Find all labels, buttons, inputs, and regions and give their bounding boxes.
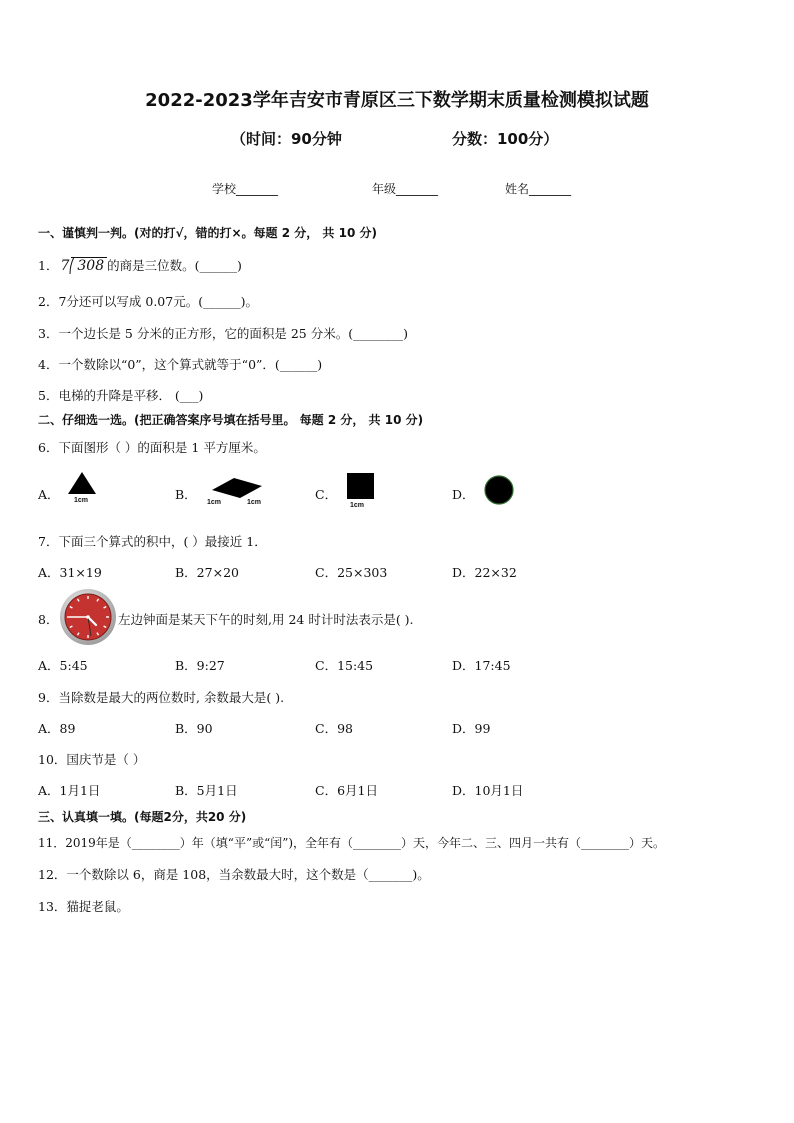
q10-option-c: C．6月1日 (315, 783, 378, 798)
name-field: 姓名_______ (505, 182, 572, 196)
question-7: 7．下面三个算式的积中，( ）最接近 1． (38, 534, 267, 549)
q8-option-c: C．15:45 (315, 658, 374, 673)
q9-option-b: B．90 (175, 721, 213, 736)
clock-icon (58, 588, 118, 646)
circle-icon (483, 474, 515, 506)
question-5: 5．电梯的升降是平移． (___) (38, 388, 204, 403)
q10-option-b: B．5月1日 (175, 783, 238, 798)
q7-option-b: B．27×20 (175, 565, 239, 580)
square-icon (346, 472, 376, 500)
score-label: 分数：100分） (452, 130, 559, 148)
q8-option-b: B．9:27 (175, 658, 225, 673)
q9-option-d: D．99 (452, 721, 491, 736)
question-13: 13．猫捉老鼠。 (38, 899, 129, 914)
triangle-icon (66, 470, 98, 496)
q6-option-c-label: C． (315, 487, 338, 502)
question-3: 3．一个边长是 5 分米的正方形，它的面积是 25 分米。(________) (38, 326, 408, 341)
question-1-text: 的商是三位数。(______) (107, 258, 242, 273)
question-12: 12．一个数除以 6，商是 108，当余数最大时，这个数是（_______)。 (38, 867, 430, 882)
question-9: 9．当除数是最大的两位数时, 余数最大是( ). (38, 690, 285, 705)
triangle-unit-label: 1cm (74, 497, 89, 504)
division-dividend: 308 (77, 258, 105, 274)
q10-option-a: A．1月1日 (38, 783, 101, 798)
question-11: 11．2019年是（________）年（填“平”或“闰”)，全年有（________）天，今年二、三、四月一共有（________）天。 (38, 836, 666, 850)
q8-option-a: A．5:45 (38, 658, 88, 673)
question-10: 10．国庆节是（ ） (38, 752, 146, 767)
q9-option-c: C．98 (315, 721, 353, 736)
q6-option-a-label: A． (38, 487, 60, 502)
division-bracket-icon (69, 257, 75, 274)
question-1-number: 1． (38, 258, 59, 273)
q9-option-a: A．89 (38, 721, 76, 736)
q7-option-a: A．31×19 (38, 565, 102, 580)
division-expression (58, 257, 107, 274)
question-4: 4．一个数除以“0”，这个算式就等于“0”．(______) (38, 357, 323, 372)
section-heading-1: 一、谨慎判一判。(对的打√，错的打×。每题 2 分， 共 10 分) (38, 226, 377, 240)
section-heading-3: 三、认真填一填。(每题2分，共20 分) (38, 810, 247, 824)
rhombus-unit-label-right: 1cm (247, 499, 262, 506)
grade-field: 年级_______ (372, 182, 439, 196)
question-8-number: 8． (38, 612, 59, 627)
time-label: （时间：90分钟 (231, 130, 342, 148)
q8-option-d: D．17:45 (452, 658, 511, 673)
q7-option-c: C．25×303 (315, 565, 388, 580)
square-unit-label: 1cm (350, 502, 365, 509)
section-heading-2: 二、仔细选一选。(把正确答案序号填在括号里。 每题 2 分， 共 10 分) (38, 413, 424, 427)
division-divisor: 7 (60, 258, 70, 274)
question-6: 6．下面图形（ ）的面积是 1 平方厘米。 (38, 440, 266, 455)
question-8-text: 左边钟面是某天下午的时刻,用 24 时计时法表示是( ). (118, 612, 414, 627)
q10-option-d: D．10月1日 (452, 783, 524, 798)
q6-option-d-label: D． (452, 487, 475, 502)
rhombus-unit-label-left: 1cm (207, 499, 222, 506)
rhombus-icon (208, 476, 266, 500)
q6-option-b-label: B． (175, 487, 197, 502)
q7-option-d: D．22×32 (452, 565, 517, 580)
question-1 (38, 256, 242, 274)
school-field: 学校_______ (212, 182, 279, 196)
page-title: 2022-2023学年吉安市青原区三下数学期末质量检测模拟试题 (145, 90, 649, 111)
question-2: 2．7分还可以写成 0.07元。(______)。 (38, 294, 258, 309)
